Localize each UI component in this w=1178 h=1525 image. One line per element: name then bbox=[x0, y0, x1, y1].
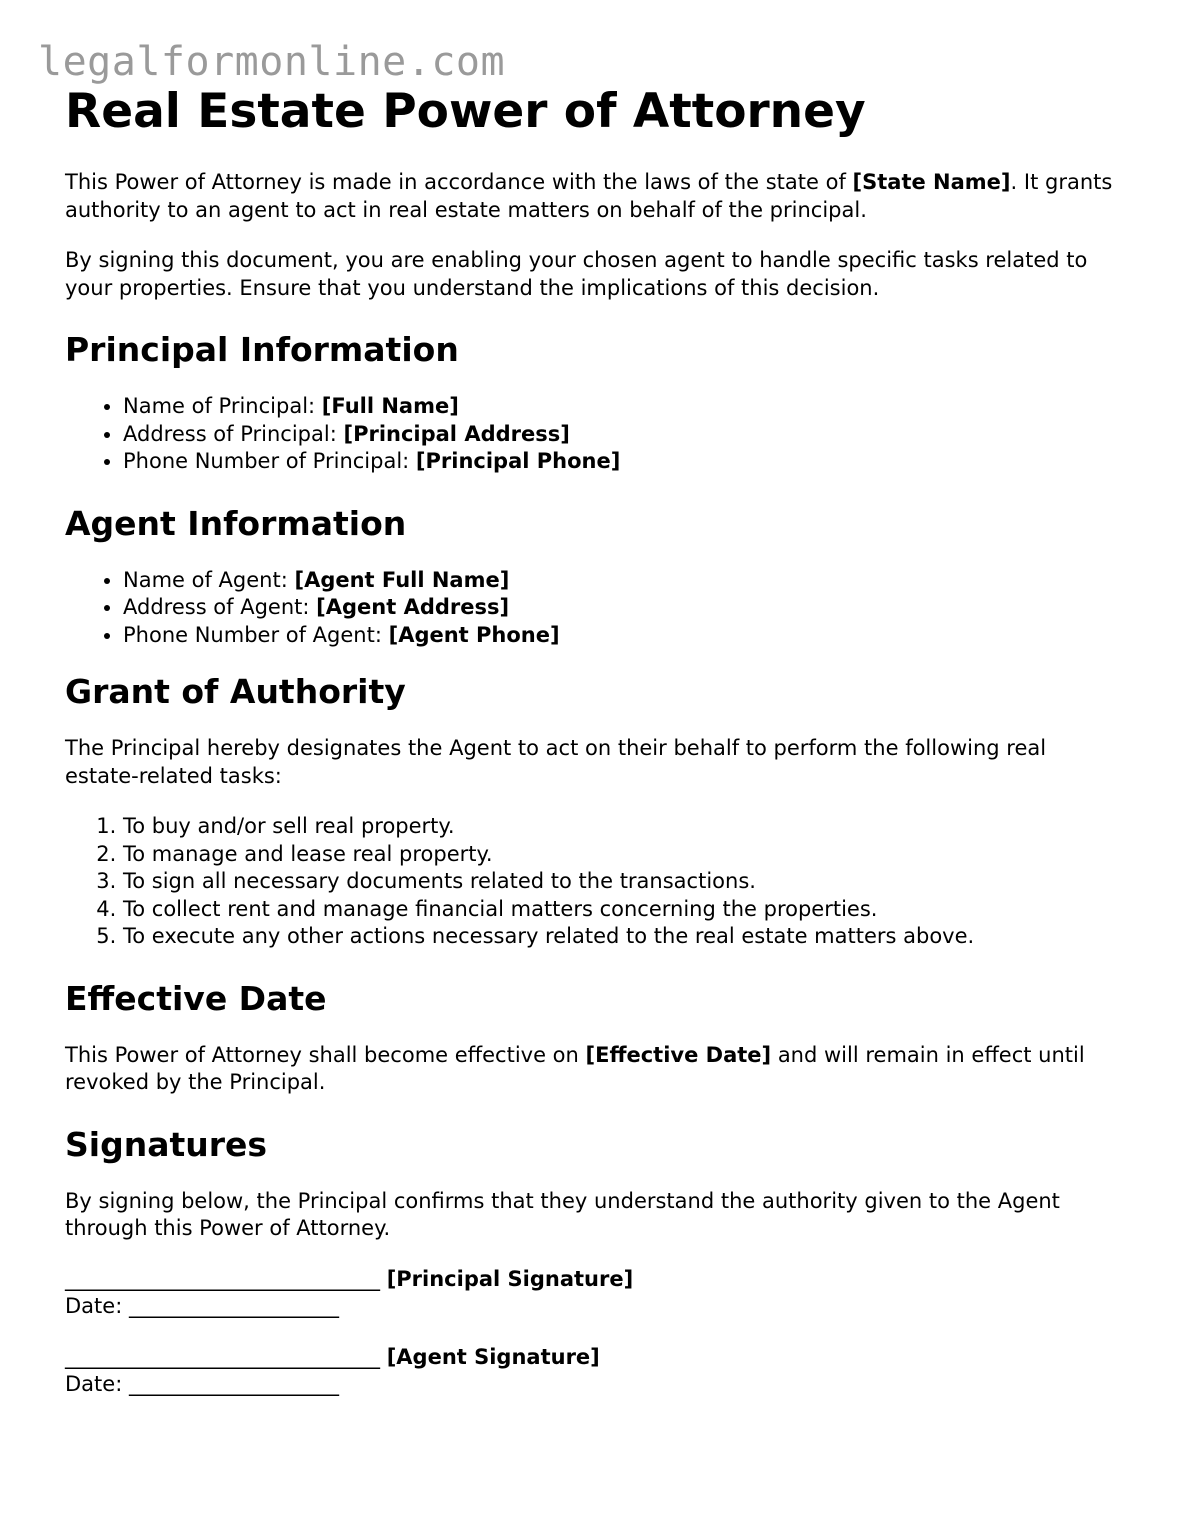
field-value: [Principal Address] bbox=[343, 421, 570, 446]
list-item bbox=[123, 421, 1125, 449]
principal-date-line bbox=[65, 1293, 1125, 1321]
signatures-text: By signing below, the Principal confirms that they understand the authority given to the Agent through this Power of Attorney. bbox=[65, 1188, 1060, 1240]
date-label: Date: bbox=[65, 1294, 129, 1318]
principal-heading: Principal Information bbox=[65, 330, 459, 369]
effective-text-after: and will remain in effect until revoked by the Principal. bbox=[65, 1042, 1085, 1094]
date-label: Date: bbox=[65, 1372, 129, 1396]
field-label: Name of Principal: bbox=[123, 394, 322, 418]
authority-text: The Principal hereby designates the Agent to act on their behalf to perform the following real estate-related tasks: bbox=[65, 736, 1047, 788]
effective-text bbox=[65, 1042, 1125, 1097]
list-item bbox=[123, 594, 1125, 622]
agent-list bbox=[65, 567, 1125, 650]
effective-date-placeholder: [Effective Date] bbox=[585, 1042, 772, 1067]
agent-date-line bbox=[65, 1371, 1125, 1399]
document-title: Real Estate Power of Attorney bbox=[65, 84, 866, 139]
principal-signature-line bbox=[65, 1266, 1125, 1294]
agent-signature-block bbox=[65, 1344, 1125, 1399]
authority-tasks bbox=[65, 813, 1125, 951]
effective-text-before: This Power of Attorney shall become effective on bbox=[65, 1042, 586, 1067]
state-name-placeholder: [State Name] bbox=[852, 170, 1011, 194]
watermark: legalformonline.com bbox=[38, 39, 506, 85]
principal-signature-block bbox=[65, 1266, 1125, 1321]
date-line: ____________________ bbox=[128, 1372, 339, 1396]
field-label: Address of Agent: bbox=[123, 595, 317, 619]
intro-text-after: . It grants authority to an agent to act in real estate matters on behalf of the principal. bbox=[65, 170, 1113, 222]
list-item bbox=[123, 393, 1125, 421]
agent-signature-line bbox=[65, 1344, 1125, 1372]
field-value: [Agent Full Name] bbox=[294, 567, 510, 592]
field-label: Address of Principal: bbox=[123, 421, 344, 446]
authority-heading: Grant of Authority bbox=[65, 672, 406, 711]
principal-list bbox=[65, 393, 1125, 476]
document bbox=[65, 82, 1125, 1399]
signature-line: ______________________________ bbox=[65, 1266, 380, 1291]
field-value: [Principal Phone] bbox=[415, 449, 621, 473]
field-value: [Full Name] bbox=[321, 394, 459, 418]
field-value: [Agent Phone] bbox=[388, 622, 560, 647]
field-label: Phone Number of Agent: bbox=[123, 622, 389, 647]
field-label: Phone Number of Principal: bbox=[123, 449, 416, 473]
list-item: 2. To manage and lease real property. bbox=[123, 841, 1125, 869]
intro-text-before: This Power of Attorney is made in accordance with the laws of the state of bbox=[65, 170, 853, 194]
field-value: [Agent Address] bbox=[316, 595, 510, 619]
intro-paragraph-1 bbox=[65, 169, 1125, 224]
principal-signature-label: [Principal Signature] bbox=[386, 1266, 634, 1291]
list-item: 4. To collect rent and manage financial matters concerning the properties. bbox=[123, 896, 1125, 924]
date-line: ____________________ bbox=[128, 1294, 339, 1318]
list-item bbox=[123, 567, 1125, 595]
intro-paragraph-2: By signing this document, you are enabling your chosen agent to handle specific tasks related to your properties. Ensure that you understand the implications of this decision. bbox=[65, 248, 1088, 300]
signature-line: ______________________________ bbox=[65, 1344, 380, 1369]
list-item bbox=[123, 622, 1125, 650]
agent-heading: Agent Information bbox=[65, 503, 407, 543]
list-item: 5. To execute any other actions necessary related to the real estate matters above. bbox=[123, 923, 1125, 951]
list-item: 3. To sign all necessary documents related to the transactions. bbox=[123, 868, 1125, 896]
agent-signature-label: [Agent Signature] bbox=[386, 1344, 600, 1369]
effective-heading: Effective Date bbox=[65, 978, 327, 1018]
list-item bbox=[123, 448, 1125, 476]
signatures-heading: Signatures bbox=[65, 1124, 268, 1164]
field-label: Name of Agent: bbox=[123, 567, 295, 592]
list-item: 1. To buy and/or sell real property. bbox=[123, 813, 1125, 841]
